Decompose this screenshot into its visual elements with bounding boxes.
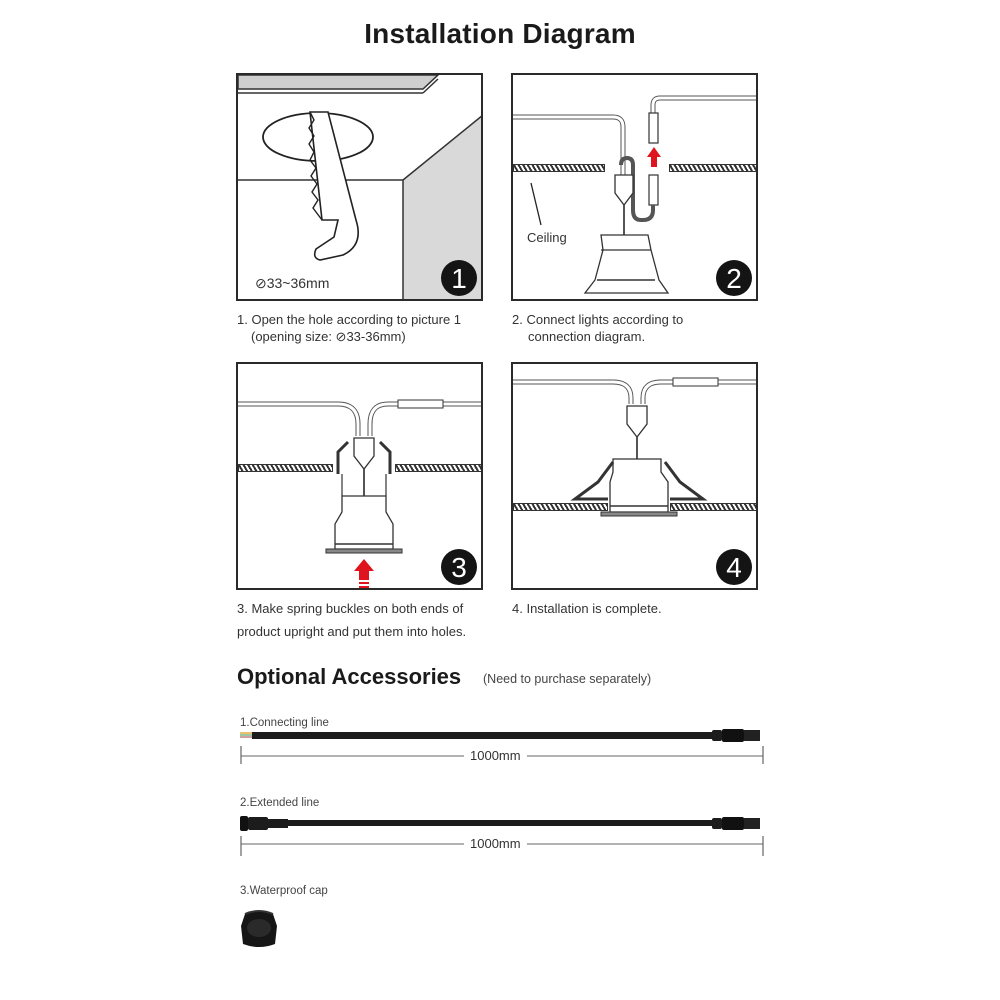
step-number-badge: 2 bbox=[716, 260, 752, 296]
ceiling-left bbox=[513, 503, 608, 511]
page-title: Installation Diagram bbox=[364, 18, 636, 49]
extended-line-length: 1000mm bbox=[464, 836, 527, 851]
accessory-label: 1.Connecting line bbox=[240, 717, 329, 729]
ceiling-left bbox=[238, 464, 333, 472]
step-2-caption bbox=[512, 311, 683, 345]
step-number-badge: 3 bbox=[441, 549, 477, 585]
ceiling-left bbox=[513, 164, 605, 172]
connecting-line-length: 1000mm bbox=[464, 748, 527, 763]
caption-line: 4. Installation is complete. bbox=[512, 601, 662, 616]
accessories-subtitle: (Need to purchase separately) bbox=[483, 672, 652, 686]
step-3-panel bbox=[236, 362, 483, 590]
ceiling-right bbox=[669, 164, 758, 172]
caption-line: (opening size: ⊘33-36mm) bbox=[251, 329, 406, 344]
caption-line: connection diagram. bbox=[528, 329, 646, 344]
step-number-badge: 4 bbox=[716, 549, 752, 585]
ceiling-label: Ceiling bbox=[527, 230, 567, 245]
step-4-panel bbox=[511, 362, 758, 590]
caption-line: 2. Connect lights according to bbox=[512, 312, 684, 327]
ceiling-right bbox=[395, 464, 483, 472]
hole-size-label: ⊘33~36mm bbox=[255, 275, 330, 291]
caption-line: 1. Open the hole according to picture 1 bbox=[237, 312, 462, 327]
ceiling-right bbox=[670, 503, 758, 511]
step-3-caption bbox=[237, 597, 466, 643]
step-number-badge: 1 bbox=[441, 260, 477, 296]
accessories-title: Optional Accessories bbox=[237, 664, 462, 689]
waterproof-cap-icon bbox=[237, 908, 281, 952]
accessory-label: 2.Extended line bbox=[240, 797, 320, 809]
step-1-panel bbox=[236, 73, 483, 301]
step-2-panel bbox=[511, 73, 758, 301]
step-4-caption bbox=[512, 600, 662, 617]
accessory-label: 3.Waterproof cap bbox=[240, 885, 328, 897]
caption-line: 3. Make spring buckles on both ends of bbox=[237, 601, 464, 616]
caption-line: product upright and put them into holes. bbox=[237, 624, 467, 639]
step-1-caption bbox=[237, 311, 461, 345]
